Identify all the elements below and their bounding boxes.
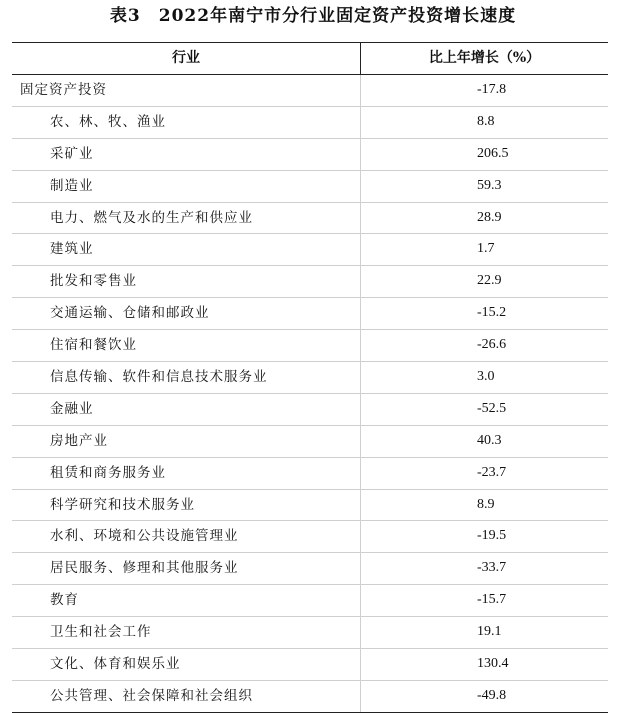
industry-cell: 租赁和商务服务业 <box>12 458 361 489</box>
growth-cell: -33.7 <box>477 560 507 576</box>
table-row <box>12 553 608 585</box>
growth-cell: 1.7 <box>477 241 495 257</box>
industry-cell: 卫生和社会工作 <box>12 617 361 648</box>
table-row <box>12 585 608 617</box>
industry-cell: 金融业 <box>12 394 361 425</box>
table-row <box>12 458 608 490</box>
industry-cell: 批发和零售业 <box>12 266 361 297</box>
table-row <box>12 234 608 266</box>
growth-cell: 8.9 <box>477 496 495 512</box>
industry-cell: 教育 <box>12 585 361 616</box>
growth-cell: -15.7 <box>477 592 507 608</box>
industry-cell: 水利、环境和公共设施管理业 <box>12 521 361 552</box>
industry-cell: 居民服务、修理和其他服务业 <box>12 553 361 584</box>
growth-cell: 8.8 <box>477 113 495 129</box>
growth-cell: -17.8 <box>477 82 507 97</box>
industry-cell: 科学研究和技术服务业 <box>12 490 361 521</box>
table-row <box>12 75 608 107</box>
growth-cell: -23.7 <box>477 464 507 480</box>
growth-cell: 130.4 <box>477 656 509 672</box>
growth-cell: 40.3 <box>477 432 502 448</box>
growth-cell: 19.1 <box>477 624 502 640</box>
table-row <box>12 649 608 681</box>
growth-cell: -19.5 <box>477 528 507 544</box>
growth-cell: 28.9 <box>477 209 502 225</box>
industry-cell: 公共管理、社会保障和社会组织 <box>12 681 361 712</box>
industry-cell: 电力、燃气及水的生产和供应业 <box>12 203 361 234</box>
table-row <box>12 521 608 553</box>
industry-cell: 采矿业 <box>12 139 361 170</box>
industry-cell: 住宿和餐饮业 <box>12 330 361 361</box>
table-row <box>12 139 608 171</box>
growth-cell: -52.5 <box>477 400 507 416</box>
growth-cell: 3.0 <box>477 369 495 385</box>
table-row <box>12 426 608 458</box>
growth-cell: 206.5 <box>477 145 509 161</box>
table-row <box>12 617 608 649</box>
table-row <box>12 266 608 298</box>
industry-cell: 固定资产投资 <box>12 75 361 106</box>
growth-cell: -49.8 <box>477 687 507 703</box>
header-growth: 比上年增长（%） <box>428 50 541 66</box>
growth-table <box>12 42 608 713</box>
table-row <box>12 490 608 522</box>
table-row <box>12 362 608 394</box>
table-body <box>12 75 608 712</box>
table-row <box>12 330 608 362</box>
table-header <box>12 43 608 75</box>
header-industry: 行业 <box>12 43 361 74</box>
industry-cell: 农、林、牧、渔业 <box>12 107 361 138</box>
table-row <box>12 681 608 712</box>
industry-cell: 建筑业 <box>12 234 361 265</box>
growth-cell: -26.6 <box>477 337 507 353</box>
table-title: 表3 2022年南宁市分行业固定资产投资增长速度 <box>109 6 517 26</box>
table-row <box>12 171 608 203</box>
table-row <box>12 394 608 426</box>
growth-cell: 22.9 <box>477 273 502 289</box>
industry-cell: 文化、体育和娱乐业 <box>12 649 361 680</box>
table-row <box>12 298 608 330</box>
growth-cell: -15.2 <box>477 305 507 321</box>
industry-cell: 房地产业 <box>12 426 361 457</box>
table-row <box>12 107 608 139</box>
industry-cell: 制造业 <box>12 171 361 202</box>
industry-cell: 交通运输、仓储和邮政业 <box>12 298 361 329</box>
industry-cell: 信息传输、软件和信息技术服务业 <box>12 362 361 393</box>
growth-cell: 59.3 <box>477 177 502 193</box>
table-row <box>12 203 608 235</box>
